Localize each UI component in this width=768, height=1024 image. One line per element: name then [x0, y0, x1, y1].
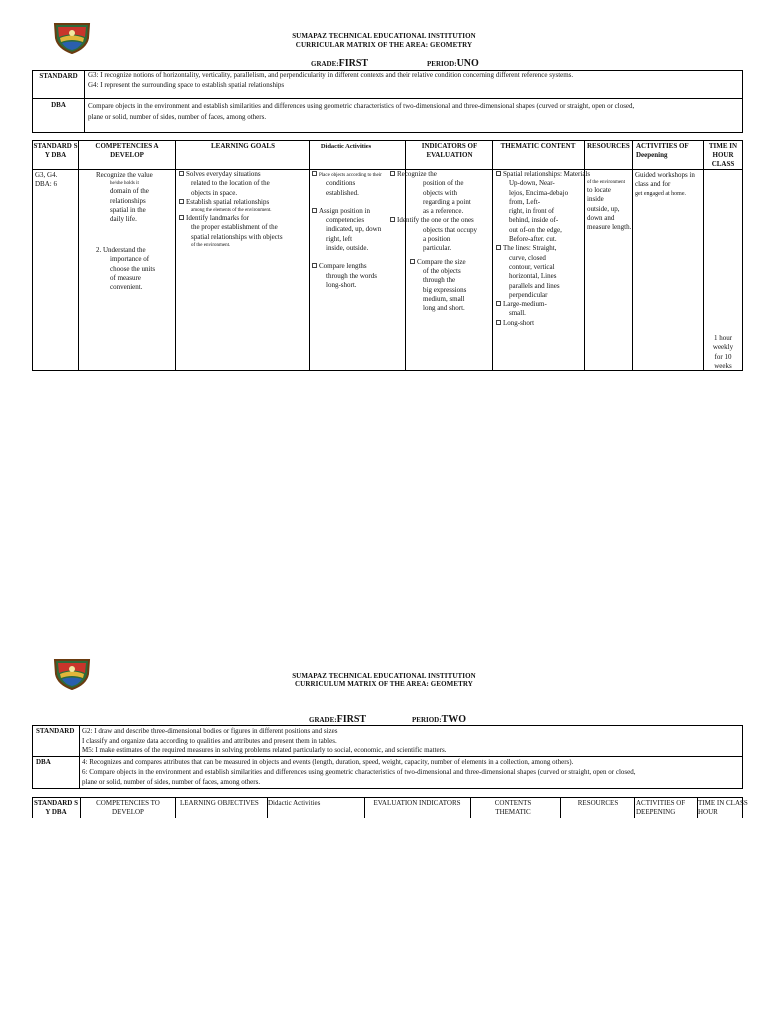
standard-line: G2: I draw and describe three-dimensional bodies or figures in different positions and sizes	[82, 727, 338, 735]
cell-indicators: Recognize the position of the objects with regarding a point as a reference. Identify the one or the ones objects that occupy a position particular. Compare the size of the objects through the big expressions medium, small long and short.	[390, 170, 477, 313]
checkbox-icon	[312, 171, 317, 176]
col-header-learning-goals: LEARNING GOALS	[211, 142, 275, 150]
institution-name: SUMAPAZ TECHNICAL EDUCATIONAL INSTITUTION	[292, 32, 476, 40]
dba-line: Compare objects in the environment and establish similarities and differences using geometric characteristics of two-dimensional and three-dimensional shapes (curved or straight, open or closed,	[88, 102, 635, 110]
col-header-indicators: INDICATORS OF EVALUATION	[421, 142, 478, 159]
standard-line: I classify and organize data according to qualities and attributes and present them in tables.	[82, 737, 337, 745]
col-header-time: TIME IN HOUR CLASS	[708, 142, 738, 168]
cell-time: 1 hour weekly for 10 weeks	[712, 334, 734, 370]
col-header-competencies: COMPETENCIES TO DEVELOP	[96, 799, 160, 816]
col-header-learning-objectives: LEARNING OBJECTIVES	[180, 799, 259, 807]
checkbox-icon	[312, 263, 317, 268]
col-header-standards: STANDARD S Y DBA	[33, 799, 79, 816]
grade-value: FIRST	[336, 714, 367, 725]
checkbox-icon	[390, 217, 395, 222]
cell-learning-goals: Solves everyday situations related to the location of the objects in space. Establish spatial relationships among the elements of the environment. Identify landmarks for the proper establishment of the spatial relationships with objects of the environment.	[179, 170, 283, 249]
dba-line: 4: Recognizes and compares attributes that can be measured in objects and events (length, duration, speed, weight, capacity, number of elements in a collection, among others).	[82, 758, 574, 766]
period-field	[427, 58, 479, 69]
period-value: UNO	[456, 58, 479, 69]
cell-standards: G3, G4. DBA: 6	[35, 171, 58, 189]
standard-line: M5: I make estimates of the required measures in solving problems related particularly to social, economic, and scientific matters.	[82, 746, 447, 754]
col-header-didactic-activities: Didactic Activities	[268, 799, 321, 807]
period-label: PERIOD:	[412, 716, 442, 724]
grade-value: FIRST	[338, 58, 369, 69]
matrix-title: CURRICULAR MATRIX OF THE AREA: GEOMETRY	[295, 41, 473, 49]
checkbox-icon	[410, 259, 415, 264]
standard-line: G4: I represent the surrounding space to establish spatial relationships	[88, 81, 285, 89]
checkbox-icon	[496, 245, 501, 250]
matrix-title: CURRICULUM MATRIX OF THE AREA: GEOMETRY	[295, 680, 473, 688]
checkbox-icon	[496, 171, 501, 176]
cell-deepening: Guided workshops in class and for get engaged at home.	[635, 171, 695, 197]
col-header-resources: RESOURCES	[577, 799, 619, 807]
col-header-standards: STANDARD S Y DBA	[33, 142, 78, 159]
institution-name: SUMAPAZ TECHNICAL EDUCATIONAL INSTITUTION	[292, 672, 476, 680]
period-label: PERIOD:	[427, 60, 457, 68]
grade-field	[311, 58, 368, 69]
col-header-deepening: ACTIVITIES OF DEEPENING	[636, 799, 686, 816]
col-header-evaluation-indicators: EVALUATION INDICATORS	[373, 799, 461, 807]
col-header-didactic-activities: Didactic Activities	[320, 143, 372, 150]
dba-line: plane or solid, number of sides, number of faces, among others.	[88, 113, 267, 121]
col-header-time: TIME IN CLASS HOUR	[698, 799, 748, 816]
checkbox-icon	[312, 208, 317, 213]
col-header-deepening: ACTIVITIES OF Deepening	[636, 142, 689, 159]
checkbox-icon	[179, 215, 184, 220]
checkbox-icon	[496, 301, 501, 306]
period-value: TWO	[441, 714, 467, 725]
dba-label: DBA	[36, 758, 51, 766]
col-header-contents: CONTENTS THEMATIC	[494, 799, 532, 816]
col-header-thematic-content: THEMATIC CONTENT	[500, 142, 576, 150]
checkbox-icon	[179, 199, 184, 204]
col-header-competencies: COMPETENCIES A DEVELOP	[95, 142, 159, 159]
checkbox-icon	[179, 171, 184, 176]
dba-line: 6: Compare objects in the environment and establish similarities and differences using geometric characteristics of two-dimensional and three-dimensional shapes (curved or straight, open or closed,	[82, 768, 636, 776]
standard-label: STANDARD	[36, 727, 75, 735]
period-field	[412, 714, 466, 725]
cell-competencies: Recognize the value he/she holds it domain of the relationships spatial in the daily life.	[96, 171, 153, 224]
cell-competencies-2: 2. Understand the importance of choose the units of measure convenient.	[96, 246, 156, 292]
grade-label: GRADE:	[309, 716, 337, 724]
grade-label: GRADE:	[311, 60, 339, 68]
standard-line: G3: I recognize notions of horizontality, verticality, parallelism, and perpendicularity in different contexts and their relative condition concerning different reference systems.	[88, 71, 574, 79]
standard-label: STANDARD	[39, 72, 78, 80]
checkbox-icon	[390, 171, 395, 176]
cell-didactic-activities: Place objects according to their conditions established. Assign position in competencies indicated, up, down right, left inside, outside. Compare lengths through the words long-short.	[312, 170, 382, 290]
checkbox-icon	[496, 320, 501, 325]
col-header-resources: RESOURCES	[587, 142, 630, 150]
dba-label: DBA	[51, 101, 66, 109]
cell-thematic-content: Spatial relationships: Materials Up-down, Near- lejos, Encima-debajo from, Left- right, in front of behind, inside of- out of-on the edge, Before-after. cut. The lines: Straight, curve, closed contour, vertical horizontal, Lines parallels and lines perpendicular Large-medium- small. Long-short	[496, 170, 590, 328]
dba-line: plane or solid, number of sides, number of faces, among others.	[82, 778, 261, 786]
cell-resources: of the environment to locate inside outside, up, down and measure length.	[587, 180, 632, 232]
grade-field	[309, 714, 366, 725]
